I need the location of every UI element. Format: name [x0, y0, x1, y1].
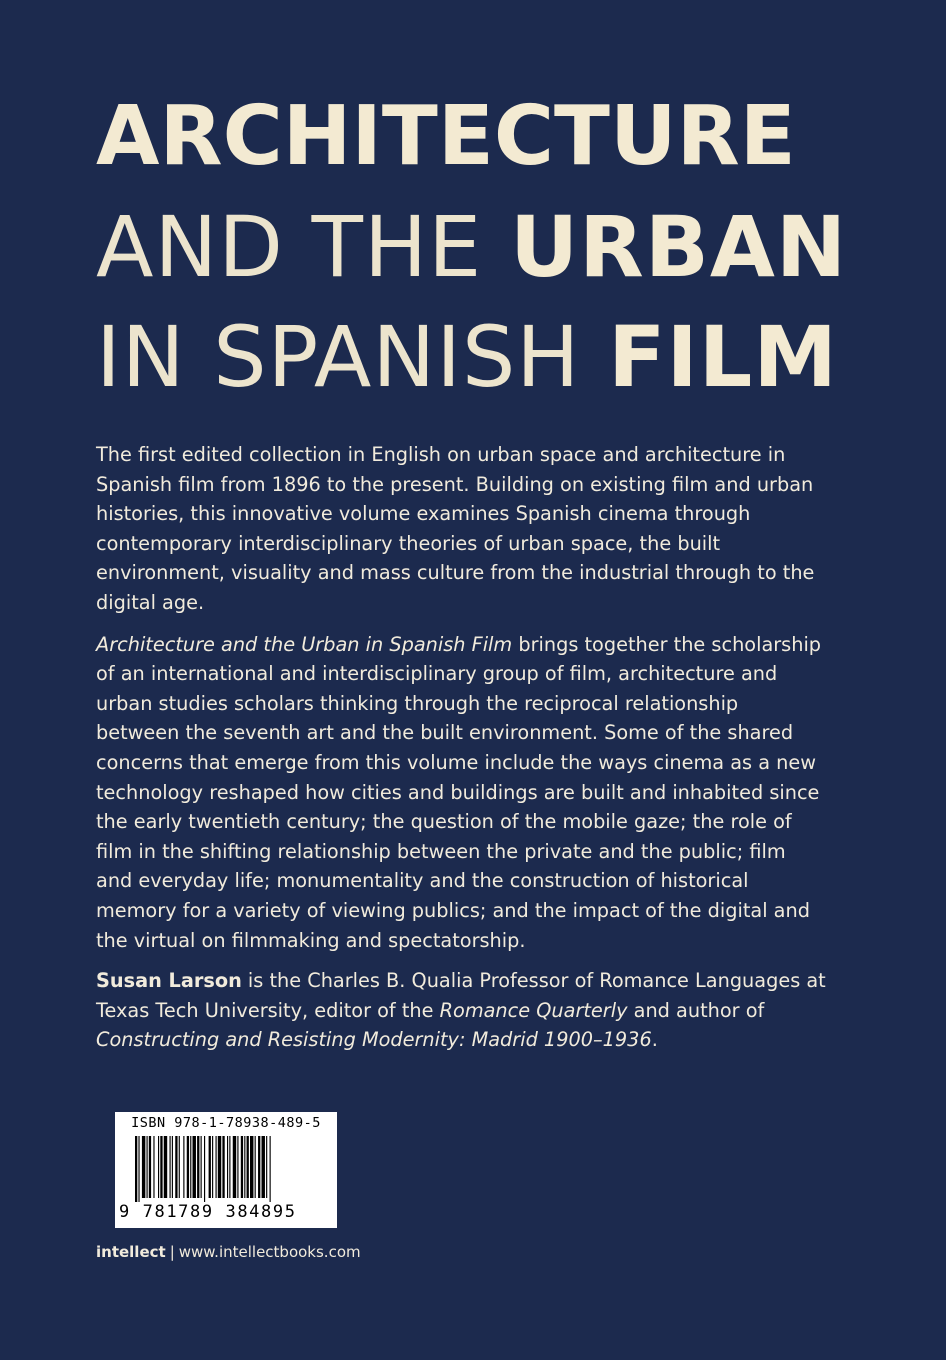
barcode-bar: [183, 1136, 184, 1198]
barcode-bar: [262, 1136, 265, 1198]
barcode-bar: [237, 1136, 238, 1198]
author-book-title: Constructing and Resisting Modernity: Madrid 1900–1936: [96, 1028, 652, 1052]
barcode-bar: [229, 1136, 230, 1198]
barcode-bar: [160, 1136, 162, 1198]
barcode-bar: [227, 1136, 228, 1198]
isbn-label: ISBN 978-1-78938-489-5: [131, 1115, 321, 1131]
barcode-bar: [250, 1136, 253, 1198]
barcode-bar: [266, 1136, 267, 1198]
back-cover-blurb: [96, 440, 826, 1066]
title-line-2-light: AND THE: [96, 198, 510, 296]
barcode-bar: [135, 1136, 137, 1202]
barcode-bar: [179, 1136, 180, 1198]
publisher-footer: [96, 1243, 361, 1261]
barcode-bar: [175, 1136, 177, 1198]
barcode-bar: [170, 1136, 171, 1198]
book-title-italic: Architecture and the Urban in Spanish Film: [96, 632, 513, 656]
title-line-2: [96, 192, 916, 302]
barcode-bar: [270, 1136, 271, 1202]
barcode-bar: [216, 1136, 217, 1198]
barcode-bar: [149, 1136, 151, 1198]
title-line-3-light: IN SPANISH: [96, 308, 609, 406]
barcode-bar: [147, 1136, 148, 1198]
barcode-bar: [193, 1136, 196, 1198]
title-line-3: [96, 302, 916, 412]
barcode-bar: [204, 1136, 205, 1202]
barcode-bar: [255, 1136, 256, 1198]
footer-separator: |: [169, 1243, 175, 1261]
barcode-bar: [209, 1136, 211, 1198]
barcode: [135, 1136, 325, 1202]
barcode-bar: [212, 1136, 213, 1198]
barcode-bar: [190, 1136, 191, 1198]
barcode-bar: [187, 1136, 189, 1198]
author-name: Susan Larson: [96, 969, 242, 993]
publisher-website[interactable]: www.intellectbooks.com: [178, 1243, 361, 1261]
author-bio-text: is the Charles B. Qualia Professor of Romance Languages at Texas Tech University, editor of the: [96, 969, 826, 1022]
title-line-1: ARCHITECTURE: [96, 89, 796, 184]
barcode-bar: [233, 1136, 236, 1198]
barcode-bar: [142, 1136, 145, 1198]
author-bio-end: .: [651, 1028, 658, 1052]
isbn-barcode-box: [115, 1112, 337, 1228]
barcode-bar: [172, 1136, 173, 1198]
barcode-bar: [241, 1136, 243, 1198]
barcode-bar: [201, 1136, 202, 1198]
barcode-bar: [164, 1136, 167, 1198]
blurb-paragraph-2: [96, 630, 826, 956]
barcode-bar: [158, 1136, 159, 1198]
blurb-paragraph-2-text: brings together the scholarship of an international and interdisciplinary group of film, architecture and urban studies scholars thinking through the reciprocal relationship between the seventh art and the built environment. Some of the shared concerns that emerge from this volume include the ways cinema as a new technology reshaped how cities and buildings are built and inhabited since the early twentieth century; the question of the mobile gaze; the role of film in the shifting relationship between the private and the public; film and everyday life; monumentality and the construction of historical memory for a variety of viewing publics; and the impact of the digital and the virtual on filmmaking and spectatorship.: [96, 632, 822, 952]
barcode-bar: [153, 1136, 154, 1198]
barcode-bar: [247, 1136, 249, 1198]
blurb-paragraph-1: The first edited collection in English on urban space and architecture in Spanish film from 1896 to the present. Building on existing film and urban histories, this innovative volume examines Spanish cinema through contemporary interdisciplinary theories of urban space, the built environment, visuality and mass culture from the industrial through to the digital age.: [96, 443, 815, 614]
barcode-bar: [222, 1136, 224, 1198]
author-bio-text-2: and author of: [627, 998, 765, 1022]
barcode-bar: [244, 1136, 245, 1198]
title-line-3-bold: FILM: [608, 308, 838, 406]
barcode-bar: [197, 1136, 199, 1198]
isbn-digits: 9 781789 384895: [119, 1202, 297, 1222]
title-line-2-bold: URBAN: [509, 198, 848, 296]
barcode-bar: [258, 1136, 260, 1198]
barcode-bar: [138, 1136, 139, 1202]
author-bio: [96, 966, 826, 1055]
publisher-name: intellect: [96, 1243, 166, 1261]
book-title: [96, 82, 916, 412]
journal-title: Romance Quarterly: [439, 998, 628, 1022]
barcode-bar: [218, 1136, 221, 1198]
